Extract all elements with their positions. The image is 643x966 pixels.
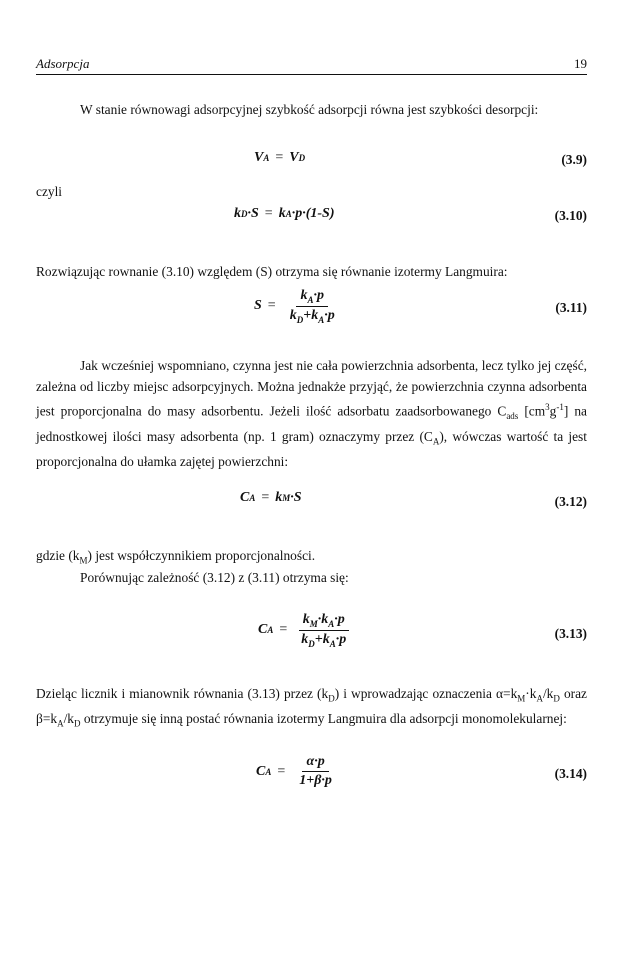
paragraph-alpha-beta: Dzieląc licznik i mianownik równania (3.13) przez $(k_D)$ i wprowadzając oznaczenia $\alpha=k_M\cdot k_A/k_D$ oraz $\beta=k_A/k_D$ otrzymuje się inną postać równania izotermy Langmuira dla adsorpcji monomolekularnej: <box>36 686 588 729</box>
equation-3-12-body: C A = k M ·S <box>240 490 302 505</box>
equation-number-3-13: (3.13) <box>554 626 587 641</box>
equation-number-3-10: (3.10) <box>554 208 587 223</box>
fraction: $\frac{k_M\cdot k_A\cdot p}{k_D+k_A\cdot p}$ <box>297 612 350 649</box>
equation-3-12 <box>36 484 587 528</box>
equation-3-9 <box>36 144 587 188</box>
paragraph-active-surface: Jak wcześniej wspomniano, czynna jest nie cała powierzchnia adsorbenta, lecz tylko jej część, zależna od liczby miejsc adsorpcyjnych. Można jednakże przyjąć, że powierzchnia czynna adsorbenta jest proporcjonalna do masy adsorbentu. Jeżeli ilość adsorbatu zaadsorbowanego $C_{ads}$ $[cm^3g^{-1}]$ na jednostkowej ilości masy adsorbenta (np. 1 gram) oznaczymy przez $(C_A)$, wówczas wartość ta jest proporcjonalna do ułamka zajętej powierzchni: <box>36 358 587 470</box>
fraction: $\frac{k_A\cdot p}{k_D+k_A\cdot p}$ <box>289 288 335 325</box>
paragraph-equilibrium: W stanie równowagi adsorpcyjnej szybkość adsorpcji równa jest szybkości desorpcji: <box>80 102 539 117</box>
equation-3-9-body: V A = V D <box>254 150 306 165</box>
page-number: 19 <box>574 56 587 71</box>
equation-number-3-14: (3.14) <box>554 766 587 781</box>
paragraph-km-definition: gdzie $(k_M)$ jest współczynnikiem proporcjonalności. <box>36 548 316 566</box>
running-head-title: Adsorpcja <box>36 56 90 71</box>
equation-3-11-body: S = $\frac{k_A\cdot p}{k_D+k_A\cdot p}$ <box>254 288 343 325</box>
equation-3-14 <box>36 752 587 808</box>
equation-number-3-11: (3.11) <box>555 300 587 315</box>
equation-number-3-9: (3.9) <box>561 152 587 167</box>
paragraph-comparison: Porównując zależność (3.12) z (3.11) otrzyma się: <box>80 570 349 585</box>
equation-number-3-12: (3.12) <box>554 494 587 509</box>
equation-3-13-body: C A = $\frac{k_M\cdot k_A\cdot p}{k_D+k_A\cdot p}$ <box>258 612 354 649</box>
equation-3-13 <box>36 610 587 666</box>
word-czyli: czyli <box>36 184 63 199</box>
equation-3-11 <box>36 286 587 342</box>
fraction: $\frac{\alpha\cdot p}{1+\beta\cdot p}$ <box>299 754 332 788</box>
running-head <box>36 56 587 75</box>
equation-3-10 <box>36 200 587 244</box>
paragraph-langmuir-intro: Rozwiązując rownanie (3.10) względem (S) otrzyma się równanie izotermy Langmuira: <box>36 264 508 279</box>
equation-3-14-body: C A = $\frac{\alpha\cdot p}{1+\beta\cdot p}$ <box>256 754 340 789</box>
equation-3-10-body: k D ·S = k A ·p·(1-S) <box>234 206 335 221</box>
